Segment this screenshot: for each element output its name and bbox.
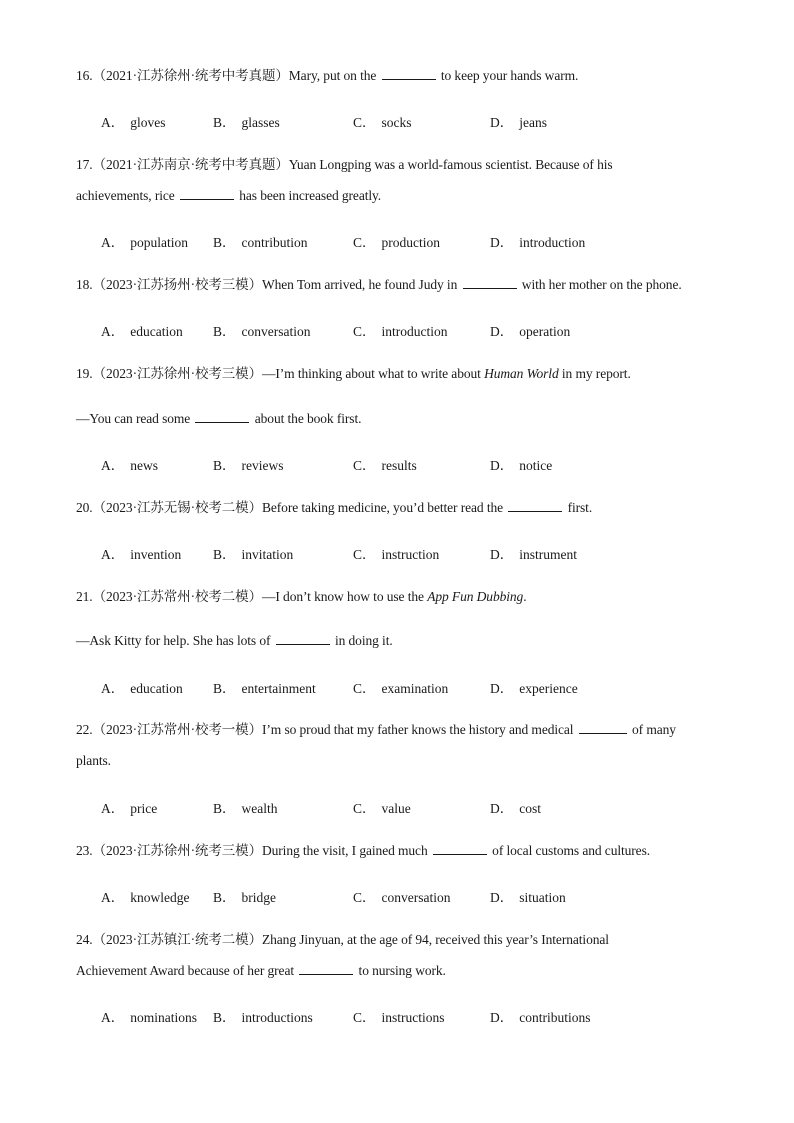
question-text: to nursing work. xyxy=(358,963,446,978)
question-19 xyxy=(76,358,718,389)
question-text: —Ask Kitty for help. She has lots of xyxy=(76,633,271,648)
option-c: C． socks xyxy=(353,115,412,130)
question-text: When Tom arrived, he found Judy in xyxy=(261,277,458,292)
option-d: D． experience xyxy=(490,681,578,696)
option-c: C． examination xyxy=(353,681,449,696)
options-18 xyxy=(101,320,661,340)
question-number: 20. xyxy=(76,500,93,515)
question-number: 23. xyxy=(76,843,93,858)
options-22 xyxy=(101,797,661,817)
question-number: 16. xyxy=(76,68,93,83)
option-a: A． education xyxy=(101,324,183,339)
question-21 xyxy=(76,581,718,612)
question-22 xyxy=(76,714,718,776)
answer-blank xyxy=(508,497,562,512)
question-source: （2023·江苏无锡·校考二模） xyxy=(92,500,262,515)
option-b: B． bridge xyxy=(213,890,277,905)
question-source: （2021·江苏徐州·统考中考真题） xyxy=(92,68,289,83)
answer-blank xyxy=(463,274,517,289)
option-a: A． population xyxy=(101,235,188,250)
option-c: C． introduction xyxy=(353,324,448,339)
option-d: D． contributions xyxy=(490,1010,591,1025)
answer-blank xyxy=(180,185,234,200)
option-b: B． conversation xyxy=(213,324,311,339)
option-d: D． instrument xyxy=(490,547,577,562)
option-d: D． operation xyxy=(490,324,571,339)
title-italic: App Fun Dubbing xyxy=(427,589,524,604)
options-20 xyxy=(101,543,661,563)
question-text: in my report. xyxy=(561,366,631,381)
question-number: 22. xyxy=(76,722,93,737)
options-16 xyxy=(101,111,661,131)
question-text: in doing it. xyxy=(334,633,393,648)
options-21 xyxy=(101,677,661,697)
question-16 xyxy=(76,60,718,91)
question-source: （2023·江苏常州·校考一模） xyxy=(92,722,262,737)
question-text: During the visit, I gained much xyxy=(261,843,428,858)
question-number: 19. xyxy=(76,366,93,381)
question-text: with her mother on the phone. xyxy=(521,277,682,292)
question-23 xyxy=(76,835,718,866)
question-text: of many xyxy=(632,722,676,737)
question-text: plants. xyxy=(76,753,111,768)
question-17 xyxy=(76,149,718,211)
option-c: C． conversation xyxy=(353,890,451,905)
option-a: A． education xyxy=(101,681,183,696)
option-b: B． wealth xyxy=(213,801,278,816)
question-source: （2023·江苏徐州·统考三模） xyxy=(92,843,262,858)
question-text: —I’m thinking about what to write about xyxy=(261,366,481,381)
option-d: D． notice xyxy=(490,458,553,473)
question-18 xyxy=(76,269,718,300)
question-text: about the book first. xyxy=(254,411,362,426)
question-source: （2023·江苏扬州·校考三模） xyxy=(92,277,262,292)
question-text: Mary, put on the xyxy=(288,68,377,83)
answer-blank xyxy=(299,960,353,975)
question-source: （2023·江苏镇江·统考二模） xyxy=(92,932,262,947)
option-d: D． jeans xyxy=(490,115,547,130)
question-21-reply xyxy=(76,625,718,656)
option-b: B． glasses xyxy=(213,115,280,130)
question-source: （2023·江苏徐州·校考三模） xyxy=(92,366,262,381)
answer-blank xyxy=(382,65,436,80)
options-23 xyxy=(101,886,661,906)
option-c: C． value xyxy=(353,801,411,816)
question-number: 24. xyxy=(76,932,93,947)
question-text: —I don’t know how to use the xyxy=(261,589,424,604)
question-text: first. xyxy=(567,500,593,515)
option-b: B． contribution xyxy=(213,235,308,250)
question-text: Before taking medicine, you’d better read the xyxy=(261,500,504,515)
options-24 xyxy=(101,1006,661,1026)
option-a: A． knowledge xyxy=(101,890,190,905)
option-a: A． invention xyxy=(101,547,182,562)
question-text: of local customs and cultures. xyxy=(492,843,651,858)
question-number: 21. xyxy=(76,589,93,604)
option-a: A． nominations xyxy=(101,1010,197,1025)
option-a: A． gloves xyxy=(101,115,166,130)
question-text: Achievement Award because of her great xyxy=(76,963,294,978)
question-text: Zhang Jinyuan, at the age of 94, received this year’s International xyxy=(261,932,609,947)
question-source: （2023·江苏常州·校考二模） xyxy=(92,589,262,604)
question-number: 18. xyxy=(76,277,93,292)
option-b: B． reviews xyxy=(213,458,284,473)
question-source: （2021·江苏南京·统考中考真题） xyxy=(92,157,289,172)
options-17 xyxy=(101,231,661,251)
option-a: A． news xyxy=(101,458,158,473)
title-italic: Human World xyxy=(484,366,559,381)
question-19-reply xyxy=(76,403,718,434)
option-a: A． price xyxy=(101,801,158,816)
question-text: to keep your hands warm. xyxy=(440,68,579,83)
option-b: B． entertainment xyxy=(213,681,316,696)
option-c: C． production xyxy=(353,235,441,250)
option-b: B． invitation xyxy=(213,547,294,562)
option-c: C． results xyxy=(353,458,417,473)
question-24 xyxy=(76,924,718,986)
question-text: —You can read some xyxy=(76,411,191,426)
question-text: . xyxy=(523,589,527,604)
option-d: D． cost xyxy=(490,801,541,816)
answer-blank xyxy=(276,630,330,645)
option-d: D． situation xyxy=(490,890,566,905)
answer-blank xyxy=(433,840,487,855)
question-text: Yuan Longping was a world-famous scientist. Because of his xyxy=(288,157,613,172)
option-c: C． instruction xyxy=(353,547,440,562)
question-20 xyxy=(76,492,718,523)
option-d: D． introduction xyxy=(490,235,586,250)
option-c: C． instructions xyxy=(353,1010,445,1025)
question-number: 17. xyxy=(76,157,93,172)
answer-blank xyxy=(579,719,627,734)
question-text: has been increased greatly. xyxy=(239,188,382,203)
question-text: I’m so proud that my father knows the history and medical xyxy=(261,722,574,737)
option-b: B． introductions xyxy=(213,1010,313,1025)
question-text: achievements, rice xyxy=(76,188,175,203)
answer-blank xyxy=(195,408,249,423)
options-19 xyxy=(101,454,661,474)
